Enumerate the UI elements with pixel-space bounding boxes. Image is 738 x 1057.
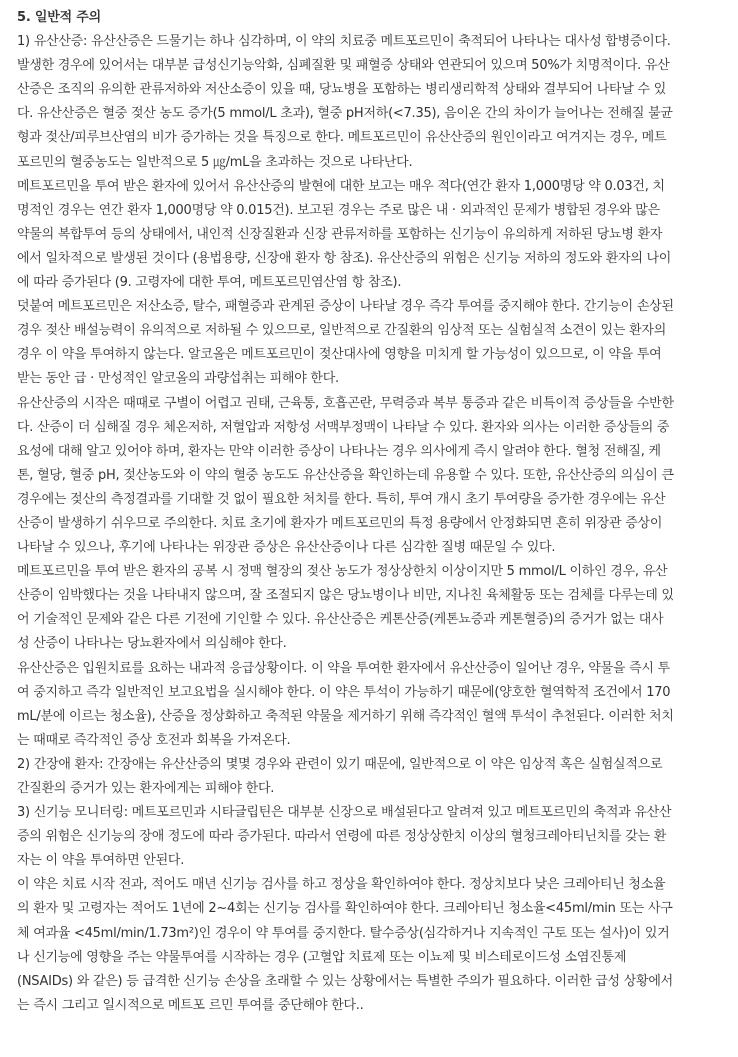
text-lines: [17, 30, 722, 1018]
text-line: 포르민의 혈중농도는 일반적으로 5 ㎍/mL을 초과하는 것으로 나타난다.: [17, 154, 413, 170]
text-line: 덧붙여 메트포르민은 저산소증, 탈수, 패혈증과 관계된 증상이 나타날 경우 즉각 투여를 중지해야 한다. 간기능이 손상된: [17, 299, 674, 315]
text-line: 간질환의 증거가 있는 환자에게는 피해야 한다.: [17, 781, 275, 796]
text-line: 산증이 임박했다는 것을 나타내지 않으며, 잘 조절되지 않은 당뇨병이나 비만, 지나친 육체활동 또는 검체를 다루는데 있: [17, 588, 674, 604]
text-line: (NSAIDs) 와 같은) 등 급격한 신기능 손상을 초래할 수 있는 상황에서는 특별한 주의가 필요하다. 이러한 급성 상황에서: [17, 973, 673, 989]
text-line: 에 따라 증가된다 (9. 고령자에 대한 투여, 메트포르민염산염 항 참조).: [17, 275, 402, 291]
text-line: 요성에 대해 알고 있어야 하며, 환자는 만약 이러한 증상이 나타나는 경우 의사에게 즉시 알려야 한다. 혈청 전해질, 케: [17, 443, 661, 459]
text-line: 약물의 복합투여 등의 상태에서, 내인적 신장질환과 신장 관류저하를 포함하는 신기능이 유의하게 저하된 당뇨병 환자: [17, 226, 663, 242]
text-line: 산증이 발생하기 쉬우므로 주의한다. 치료 초기에 환자가 메트포르민의 특정 용량에서 안정화되면 흔히 위장관 증상이: [17, 515, 663, 531]
text-line: 톤, 혈당, 혈중 pH, 젖산농도와 이 약의 혈중 농도도 유산산증을 확인하는데 유용할 수 있다. 또한, 유산산증의 의심이 큰: [17, 467, 674, 483]
text-line: 다. 산증이 더 심해질 경우 체온저하, 저혈압과 저항성 서맥부정맥이 나타날 수 있다. 환자와 의사는 이러한 증상들의 중: [17, 419, 670, 435]
text-line: 경우 이 약을 투여하지 않는다. 알코올은 메트포르민이 젖산대사에 영향을 미치게 할 가능성이 있으므로, 이 약을 투여: [17, 347, 662, 363]
text-line: 어 기술적인 문제와 같은 다른 기전에 기인할 수 있다. 유산산증은 케톤산증(케톤뇨증과 케톤혈증)의 증거가 없는 대사: [17, 612, 664, 628]
text-line: 나타날 수 있으나, 후기에 나타나는 위장관 증상은 유산산증이나 다른 심각한 질병 때문일 수 있다.: [17, 540, 556, 556]
text-line: 는 즉시 그리고 일시적으로 메트포 르민 투여를 중단해야 한다..: [17, 997, 364, 1013]
text-line: mL/분에 이르는 청소율), 산증을 정상화하고 축적된 약물을 제거하기 위해 즉각적인 혈액 투석이 추천된다. 이러한 처치: [17, 708, 674, 724]
text-line: 메트포르민을 투여 받은 환자에 있어서 유산산증의 발현에 대한 보고는 매우 적다(연간 환자 1,000명당 약 0.03건, 치: [17, 178, 665, 194]
text-line: 유산산증의 시작은 때때로 구별이 어렵고 권태, 근육통, 호흡곤란, 무력증과 복부 통증과 같은 비특이적 증상들을 수반한: [17, 395, 674, 411]
text-line: 는 때때로 즉각적인 증상 호전과 회복을 가져온다.: [17, 732, 291, 748]
text-line: 다. 유산산증은 혈중 젖산 농도 증가(5 mmol/L 초과), 혈중 pH저하(<7.35), 음이온 간의 차이가 늘어나는 전해질 불균: [17, 106, 673, 122]
text-line: 성 산증이 나타나는 당뇨환자에서 의심해야 한다.: [17, 636, 287, 652]
text-line: 받는 동안 급 · 만성적인 알코올의 과량섭취는 피해야 한다.: [17, 371, 339, 387]
text-line: 경우에는 젖산의 측정결과를 기대할 것 없이 필요한 처치를 한다. 특히, 투여 개시 초기 투여량을 증가한 경우에는 유산: [17, 491, 666, 507]
text-line: 증의 위험은 신기능의 장애 정도에 따라 증가된다. 따라서 연령에 따른 정상상한치 이상의 혈청크레아티닌치를 갖는 환: [17, 829, 667, 845]
text-line: 2) 간장애 환자: 간장애는 유산산증의 몇몇 경우와 관련이 있기 때문에, 일반적으로 이 약은 임상적 혹은 실험실적으로: [17, 756, 663, 772]
text-line: 자는 이 약을 투여하면 안된다.: [17, 853, 185, 869]
text-line: 체 여과율 <45ml/min/1.73m²)인 경우이 약 투여를 중지한다. 탈수증상(심각하거나 지속적인 구토 또는 설사)이 있거: [17, 925, 670, 941]
text-line: 3) 신기능 모니터링: 메트포르민과 시타글립틴은 대부분 신장으로 배설된다고 알려져 있고 메트포르민의 축적과 유산산: [17, 805, 672, 821]
text-line: 메트포르민을 투여 받은 환자의 공복 시 정맥 혈장의 젖산 농도가 정상상한치 이상이지만 5 mmol/L 이하인 경우, 유산: [17, 564, 668, 580]
text-line: 경우 젖산 배설능력이 유의적으로 저하될 수 있으므로, 일반적으로 간질환의 임상적 또는 실험실적 소견이 있는 환자의: [17, 323, 667, 339]
text-line: 명적인 경우는 연간 환자 1,000명당 약 0.015건). 보고된 경우는 주로 많은 내 · 외과적인 문제가 병합된 경우와 많은: [17, 202, 660, 218]
section-heading: 5. 일반적 주의: [17, 10, 102, 25]
text-line: 산증은 조직의 유의한 관류저하와 저산소증이 있을 때, 당뇨병을 포함하는 병리생리학적 상태와 결부되어 나타날 수 있: [17, 82, 667, 98]
text-line: 형과 젖산/피루브산염의 비가 증가하는 것을 특징으로 한다. 메트포르민이 유산산증의 원인이라고 여겨지는 경우, 메트: [17, 130, 667, 146]
text-line: 이 약은 치료 시작 전과, 적어도 매년 신기능 검사를 하고 정상을 확인하여야 한다. 정상치보다 낮은 크레아티닌 청소율: [17, 877, 666, 893]
text-line: 나 신기능에 영향을 주는 약물투여를 시작하는 경우 (고혈압 치료제 또는 이뇨제 및 비스테로이드성 소염진통제: [17, 949, 627, 965]
text-line: 1) 유산산증: 유산산증은 드물기는 하나 심각하며, 이 약의 치료중 메트포르민이 축적되어 나타나는 대사성 합병증이다.: [17, 34, 671, 50]
text-line: 에서 일차적으로 발생된 것이다 (용법용량, 신장애 환자 항 참조). 유산산증의 위험은 신기능 저하의 정도와 환자의 나이: [17, 250, 672, 266]
text-line: 의 환자 및 고령자는 적어도 1년에 2~4회는 신기능 검사를 확인하여야 한다. 크레아티닌 청소율<45ml/min 또는 사구: [17, 901, 673, 917]
text-line: 유산산증은 입원치료를 요하는 내과적 응급상황이다. 이 약을 투여한 환자에서 유산산증이 일어난 경우, 약물을 즉시 투: [17, 660, 670, 676]
text-line: 여 중지하고 즉각 일반적인 보고요법을 실시해야 한다. 이 약은 투석이 가능하기 때문에(양호한 혈역학적 조건에서 170: [17, 684, 671, 700]
text-line: 발생한 경우에 있어서는 대부분 급성신기능악화, 심폐질환 및 패혈증 상태와 연관되어 있으며 50%가 치명적이다. 유산: [17, 58, 670, 74]
